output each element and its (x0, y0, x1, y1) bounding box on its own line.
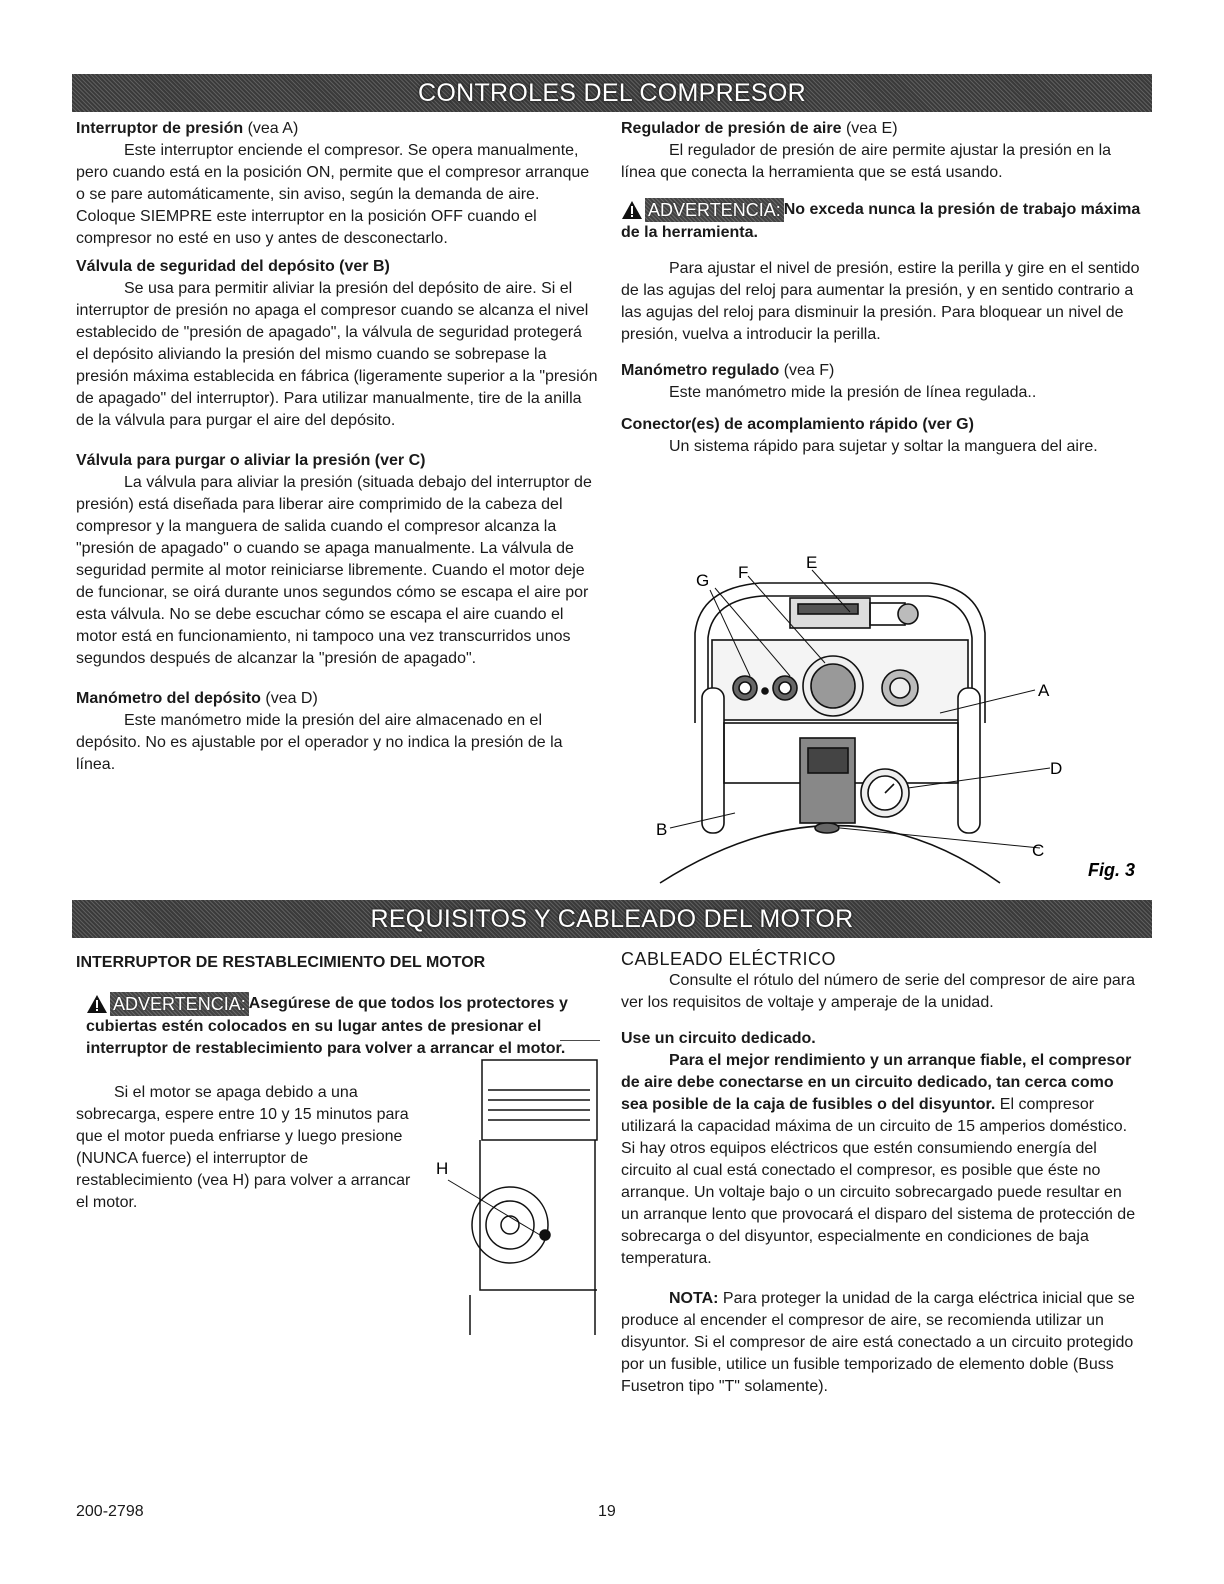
fig-label-e: E (806, 553, 818, 572)
section-banner-controls (72, 74, 1152, 112)
wiring-intro: Consulte el rótulo del número de serie del compresor de aire para ver los requisitos de voltaje y amperaje de la unidad. (621, 972, 1136, 1011)
adjust-body: Para ajustar el nivel de presión, estire la perilla y gire en el sentido de las agujas del reloj para aumentar la presión, y en sentido contrario a las agujas del reloj para disminuir la presión. Para bloquear un nivel de presión, vuelva a introducir la perilla. (621, 260, 1140, 343)
fig-label-b: B (656, 820, 668, 839)
fig-label-f: F (738, 563, 749, 582)
pressure-switch-body: Este interruptor enciende el compresor. Se opera manualmente, pero cuando está en la posición ON, permite que el compresor arranque o se pare automáticamente, sin aviso, según la demanda de aire. Coloque SIEMPRE este interruptor en la posición OFF cuando el compresor no esté en uso y antes de desconectarlo. (76, 142, 590, 247)
note-paragraph: NOTA: Para proteger la unidad de la carga eléctrica inicial que se produce al encender el compresor de aire, se recomienda utilizar un disyuntor. Si el compresor de aire está conectado a un circuito protegido por un fusible, utilice un fusible temporizado de elemento doble (Buss Fusetron tipo "T" solamente). (621, 1290, 1135, 1395)
motor-reset-figure (430, 1040, 600, 1340)
fig-label-d: D (1050, 759, 1063, 778)
compressor-controls-figure (640, 548, 1150, 888)
reset-warning: ADVERTENCIA: Asegúrese de que todos los protectores y cubiertas estén colocados en su lugar antes de presionar el interruptor de restablecimiento para volver a arrancar el motor. (86, 994, 568, 1057)
page-number: 19 (598, 1503, 616, 1520)
reset-switch-heading: INTERRUPTOR DE RESTABLECIMIENTO DEL MOTOR (76, 954, 486, 971)
warning-triangle-icon (86, 994, 108, 1014)
tank-gauge-body: Este manómetro mide la presión del aire almacenado en el depósito. No es ajustable por el operador y no indica la presión de la línea. (76, 712, 563, 773)
dedicated-circuit-body: Para el mejor rendimiento y un arranque fiable, el compresor de aire debe conectarse en un circuito dedicado, tan cerca como sea posible de la caja de fusibles o del disyuntor. El compresor utilizará la capacidad máxima de un circuito de 15 amperios doméstico. Si hay otros equipos eléctricos que estén consumiendo energía del circuito al cual está conectado el compresor, es posible que éste no arranque. Un voltaje bajo o un circuito sobrecargado puede resultar en un arranque lento que provocará el disparo del sistema de protección de sobrecarga o del disyuntor, especialmente en condiciones de baja temperatura. (621, 1052, 1136, 1267)
fig-label-a: A (1038, 681, 1050, 700)
dedicated-circuit-heading: Use un circuito dedicado. (621, 1030, 816, 1047)
right-column-controls (621, 118, 1141, 458)
regulated-gauge-heading: Manómetro regulado (vea F) (621, 362, 835, 379)
right-column-wiring (621, 948, 1141, 1398)
banner-title: CONTROLES DEL COMPRESOR (418, 78, 806, 107)
banner-title: REQUISITOS Y CABLEADO DEL MOTOR (370, 904, 854, 933)
safety-valve-heading: Válvula de seguridad del depósito (ver B) (76, 258, 390, 275)
regulator-warning: ADVERTENCIA: No exceda nunca la presión de trabajo máxima de la herramienta. (621, 200, 1141, 241)
quick-coupler-body: Un sistema rápido para sujetar y soltar la manguera del aire. (669, 438, 1098, 455)
figure-caption: Fig. 3 (1088, 860, 1136, 880)
left-column-controls (76, 118, 598, 776)
fig-label-g: G (696, 571, 710, 590)
relief-valve-heading: Válvula para purgar o aliviar la presión (ver C) (76, 452, 426, 469)
warning-triangle-icon (621, 200, 643, 220)
warning-badge: ADVERTENCIA: (645, 198, 784, 222)
relief-valve-body: La válvula para aliviar la presión (situada debajo del interruptor de presión) está diseñada para liberar aire comprimido de la cabeza del compresor y la manguera de salida cuando el compresor alcanza la "presión de apagado" o cuando se apaga manualmente. La válvula de seguridad permite al motor reiniciarse libremente. Cuando el motor deje de funcionar, se oirá durante unos segundos cómo se escapa el aire por esta válvula. No se debe escuchar cómo se escapa el aire cuando el motor está en funcionamiento, ni tampoco una vez transcurridos unos segundos después de alcanzar la "presión de apagado". (76, 474, 592, 667)
warning-badge: ADVERTENCIA: (110, 992, 249, 1016)
safety-valve-body: Se usa para permitir aliviar la presión del depósito de aire. Si el interruptor de presión no apaga el compresor cuando se alcanza el nivel establecido de "presión de apagado", la válvula de seguridad protegerá el depósito aliviando la presión del mismo cuando se sobrepase la presión máxima establecida en fábrica (ligeramente superior a la "presión de apagado" del interruptor). Para utilizar manualmente, tire de la anilla de la válvula para purgar el aire del depósito. (76, 280, 598, 429)
wiring-heading: CABLEADO ELÉCTRICO (621, 949, 837, 969)
pressure-switch-heading: Interruptor de presión (vea A) (76, 120, 299, 137)
tank-gauge-heading: Manómetro del depósito (vea D) (76, 690, 318, 707)
quick-coupler-heading: Conector(es) de acomplamiento rápido (ver G) (621, 416, 974, 433)
regulator-heading: Regulador de presión de aire (vea E) (621, 120, 898, 137)
fig-label-h: H (436, 1159, 449, 1178)
regulated-gauge-body: Este manómetro mide la presión de línea regulada.. (669, 384, 1037, 401)
fig-label-c: C (1032, 841, 1045, 860)
section-banner-motor (72, 900, 1152, 938)
reset-body: Si el motor se apaga debido a una sobrecarga, espere entre 10 y 15 minutos para que el motor pueda enfriarse y luego presione (NUNCA fuerce) el interruptor de restablecimiento (vea H) para volver a arrancar el motor. (76, 1084, 411, 1211)
regulator-body: El regulador de presión de aire permite ajustar la presión en la línea que conecta la herramienta que se está usando. (621, 142, 1112, 181)
doc-number: 200-2798 (76, 1503, 144, 1520)
